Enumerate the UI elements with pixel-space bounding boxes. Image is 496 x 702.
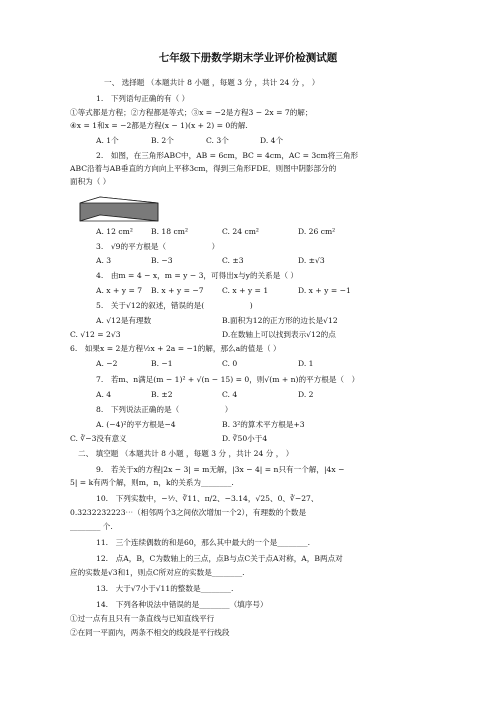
question-2-line: 2. 如图，在三角形ABC中，AB = 6cm，BC = 4cm，AC = 3cm将三角形 <box>96 151 359 160</box>
option-a: A. (−4)²的平方根是−4 <box>96 420 176 429</box>
option-a: A. −2 <box>96 359 118 368</box>
option-d: D. ±√3 <box>298 256 325 265</box>
option-b: B. −3 <box>151 256 173 265</box>
question-14-stem: 14. 下列各种说法中错误的是________（填序号） <box>96 600 268 609</box>
question-3-stem: 3. √9的平方根是（ ） <box>96 242 220 251</box>
question-13: 13. 大于√7小于√11的整数是________. <box>96 584 234 593</box>
translated-triangle-figure <box>70 195 165 229</box>
option-d: D.在数轴上可以找到表示√12的点 <box>222 330 336 339</box>
question-9-line: 5| = k有两个解，则m，n，k的关系为________. <box>70 478 234 487</box>
option-c: C. x + y = 1 <box>222 286 269 295</box>
section-heading-fill: 二、 填空题 （本题共计 8 小题 ，每题 3 分 ，共计 24 分 ， ） <box>78 449 294 458</box>
option-b: B. x + y = −7 <box>151 286 204 295</box>
question-8-stem: 8. 下列说法正确的是（ ） <box>96 405 233 414</box>
option-b: B. 18 cm² <box>151 227 188 236</box>
option-b: B.面积为12的正方形的边长是√12 <box>222 316 338 325</box>
option-a: A. 12 cm² <box>96 227 133 236</box>
option-b: B. ±2 <box>151 390 173 399</box>
option-a: A. 1个 <box>96 136 119 145</box>
question-11: 11. 三个连续偶数的和是60，那么其中最大的一个是________. <box>96 538 310 547</box>
option-b: B. 3²的算术平方根是+3 <box>222 420 305 429</box>
question-1-line: ①等式都是方程；②方程都是等式；③x = −2是方程3 − 2x = 7的解； <box>70 108 313 117</box>
question-14-statement: ②在同一平面内，两条不相交的线段是平行线段 <box>70 628 230 637</box>
question-12-line: 12. 点A，B，C为数轴上的三点，点B与点C关于点A对称，A，B两点对 <box>96 554 343 563</box>
option-c: C. ∛−3没有意义 <box>70 434 127 443</box>
option-a: A. x + y = 7 <box>96 286 143 295</box>
option-d: D. 4个 <box>260 136 284 145</box>
question-10-line: ________ 个. <box>70 522 113 531</box>
option-d: D. x + y = −1 <box>298 286 351 295</box>
question-12-line: 应的实数是√3和1，则点C所对应的实数是________. <box>70 568 245 577</box>
question-7-stem: 7. 若m、n满足(m − 1)² + √(n − 15) = 0，则√(m + n)的平方根是（ ） <box>96 375 360 384</box>
option-a: A. 4 <box>96 390 112 399</box>
option-a: A. √12是有理数 <box>96 316 152 325</box>
option-c: C. 3个 <box>206 136 229 145</box>
question-5-stem: 5. 关于√12的叙述，错误的是( ) <box>96 301 253 310</box>
page-title: 七年级下册数学期末学业评价检测试题 <box>158 52 338 64</box>
question-9-line: 9. 若关于x的方程|2x − 3| = m无解，|3x − 4| = n只有一个解，|4x − <box>96 465 345 474</box>
question-10-line: 10. 下列实数中，−⅐、∛11、π/2、−3.14，√25、0、∛−27、 <box>96 494 319 503</box>
option-d: D. 1 <box>298 359 314 368</box>
question-2-line: ABC沿着与AB垂直的方向向上平移3cm，得到三角形FDE．则图中阴影部分的 <box>70 164 337 173</box>
question-1-stem: 1. 下列语句正确的有（ ） <box>96 94 190 103</box>
question-6-stem: 6. 如果x = 2是方程½x + 2a = −1的解，那么a的值是（ ） <box>70 344 281 353</box>
option-c: C. 0 <box>222 359 238 368</box>
option-c: C. 4 <box>222 390 238 399</box>
section-heading-choice: 一、 选择题 （本题共计 8 小题 ，每题 3 分 ，共计 24 分 ， ） <box>104 78 320 87</box>
option-d: D. ∛50小于4 <box>222 434 268 443</box>
option-c: C. 24 cm² <box>222 227 259 236</box>
option-d: D. 2 <box>298 390 314 399</box>
option-a: A. 3 <box>96 256 112 265</box>
question-1-line: ④x = 1和x = −2都是方程(x − 1)(x + 2) = 0的解. <box>70 121 248 130</box>
option-b: B. −1 <box>151 359 173 368</box>
question-4-stem: 4. 由m = 4 − x，m = y − 3，可得出x与y的关系是（ ） <box>96 271 298 280</box>
option-c: C. √12 = 2√3 <box>70 330 121 339</box>
question-2-line: 面积为（ ） <box>70 177 111 186</box>
option-c: C. ±3 <box>222 256 244 265</box>
option-d: D. 26 cm² <box>298 227 336 236</box>
option-b: B. 2个 <box>151 136 174 145</box>
question-14-statement: ①过一点有且只有一条直线与已知直线平行 <box>70 614 215 623</box>
question-10-line: 0.3232232223⋯（相邻两个3之间依次增加一个2），有理数的个数是 <box>70 508 307 517</box>
